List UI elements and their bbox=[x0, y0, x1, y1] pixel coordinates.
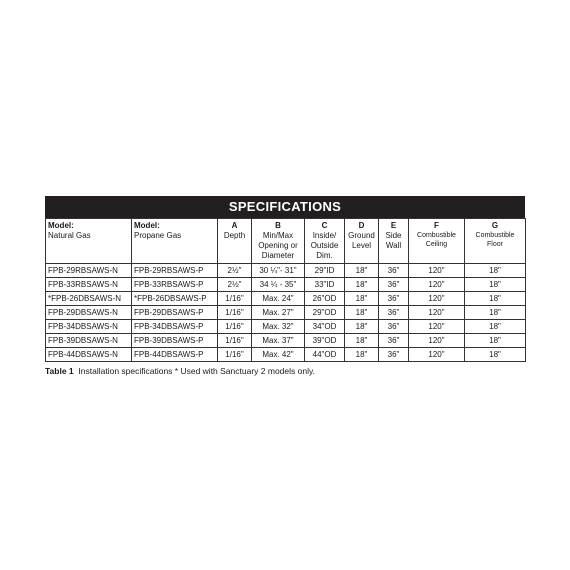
table-cell: 18" bbox=[345, 292, 379, 306]
table-cell: 120" bbox=[409, 292, 465, 306]
column-header bbox=[379, 219, 409, 264]
column-header bbox=[305, 219, 345, 264]
table-cell: 29"ID bbox=[305, 264, 345, 278]
table-cell: 1/16" bbox=[218, 292, 252, 306]
column-header bbox=[132, 219, 218, 264]
table-cell: 26"OD bbox=[305, 292, 345, 306]
column-header-sub: Ground bbox=[348, 231, 375, 240]
table-cell: FPB-33RBSAWS-N bbox=[46, 278, 132, 292]
column-header-sub: Dim. bbox=[316, 251, 333, 260]
column-header-sub: Ceiling bbox=[425, 241, 448, 248]
table-cell: FPB-29DBSAWS-P bbox=[132, 306, 218, 320]
specifications-title: SPECIFICATIONS bbox=[45, 196, 525, 218]
table-caption bbox=[45, 366, 525, 376]
table-cell: 36" bbox=[379, 334, 409, 348]
table-cell: 120" bbox=[409, 348, 465, 362]
caption-label: Table 1 bbox=[45, 366, 74, 376]
table-cell: FPB-29RBSAWS-N bbox=[46, 264, 132, 278]
table-cell: 34 ¼ - 35" bbox=[252, 278, 305, 292]
table-cell: 1/16" bbox=[218, 320, 252, 334]
column-header-sub: Side bbox=[385, 231, 402, 240]
table-cell: 44"OD bbox=[305, 348, 345, 362]
table-cell: 18" bbox=[345, 264, 379, 278]
table-row bbox=[46, 320, 526, 334]
column-header-sub: Min/Max bbox=[262, 231, 294, 240]
table-cell: 18" bbox=[465, 348, 526, 362]
table-row bbox=[46, 306, 526, 320]
specifications-table bbox=[45, 218, 526, 362]
table-cell: Max. 37" bbox=[252, 334, 305, 348]
table-cell: 36" bbox=[379, 292, 409, 306]
table-cell: 33"ID bbox=[305, 278, 345, 292]
table-cell: 36" bbox=[379, 278, 409, 292]
column-header-label: F bbox=[434, 221, 439, 230]
column-header-sub: Opening or bbox=[258, 241, 298, 250]
table-cell: 1/16" bbox=[218, 334, 252, 348]
table-cell: 18" bbox=[465, 292, 526, 306]
column-header-sub: Natural Gas bbox=[48, 231, 91, 240]
column-header bbox=[46, 219, 132, 264]
column-header-label: Model: bbox=[48, 221, 74, 230]
table-cell: FPB-29RBSAWS-P bbox=[132, 264, 218, 278]
column-header-label: B bbox=[275, 221, 281, 230]
table-cell: 18" bbox=[345, 278, 379, 292]
table-cell: Max. 42" bbox=[252, 348, 305, 362]
table-cell: 1/16" bbox=[218, 348, 252, 362]
table-cell: 2½" bbox=[218, 278, 252, 292]
table-cell: 18" bbox=[465, 306, 526, 320]
column-header-sub: Propane Gas bbox=[134, 231, 182, 240]
table-cell: 18" bbox=[345, 320, 379, 334]
table-cell: 18" bbox=[345, 334, 379, 348]
caption-text: Installation specifications * Used with Sanctuary 2 models only. bbox=[78, 366, 315, 376]
column-header-sub: Combustible bbox=[417, 232, 456, 239]
column-header-sub: Depth bbox=[223, 231, 246, 240]
table-cell: *FPB-26DBSAWS-N bbox=[46, 292, 132, 306]
column-header-sub: Combustible bbox=[475, 232, 515, 239]
table-header-row bbox=[46, 219, 526, 264]
column-header-sub: Outside bbox=[310, 241, 339, 250]
column-header bbox=[345, 219, 379, 264]
column-header-sub: Wall bbox=[385, 241, 402, 250]
table-cell: 120" bbox=[409, 320, 465, 334]
column-header-label: A bbox=[231, 221, 238, 230]
table-row bbox=[46, 278, 526, 292]
table-row bbox=[46, 264, 526, 278]
table-cell: FPB-34DBSAWS-P bbox=[132, 320, 218, 334]
table-cell: 29"OD bbox=[305, 306, 345, 320]
table-cell: 120" bbox=[409, 264, 465, 278]
table-cell: FPB-33RBSAWS-P bbox=[132, 278, 218, 292]
specifications-figure bbox=[45, 196, 525, 376]
column-header-label: E bbox=[390, 221, 397, 230]
table-cell: 120" bbox=[409, 278, 465, 292]
table-body bbox=[46, 264, 526, 362]
table-cell: FPB-44DBSAWS-N bbox=[46, 348, 132, 362]
table-cell: FPB-39DBSAWS-N bbox=[46, 334, 132, 348]
table-cell: 36" bbox=[379, 264, 409, 278]
table-cell: 34"OD bbox=[305, 320, 345, 334]
table-cell: 30 ¼"- 31" bbox=[252, 264, 305, 278]
table-cell: 36" bbox=[379, 306, 409, 320]
table-cell: 18" bbox=[465, 278, 526, 292]
table-cell: FPB-29DBSAWS-N bbox=[46, 306, 132, 320]
table-row bbox=[46, 334, 526, 348]
table-cell: FPB-44DBSAWS-P bbox=[132, 348, 218, 362]
column-header bbox=[465, 219, 526, 264]
table-cell: 18" bbox=[465, 320, 526, 334]
table-cell: 36" bbox=[379, 348, 409, 362]
table-cell: 39"OD bbox=[305, 334, 345, 348]
table-row bbox=[46, 348, 526, 362]
table-cell: FPB-39DBSAWS-P bbox=[132, 334, 218, 348]
table-cell: *FPB-26DBSAWS-P bbox=[132, 292, 218, 306]
column-header-sub: Floor bbox=[487, 241, 503, 248]
table-cell: 120" bbox=[409, 334, 465, 348]
table-cell: 18" bbox=[465, 334, 526, 348]
table-cell: Max. 27" bbox=[252, 306, 305, 320]
column-header-label: G bbox=[491, 221, 499, 230]
table-cell: 120" bbox=[409, 306, 465, 320]
table-cell: FPB-34DBSAWS-N bbox=[46, 320, 132, 334]
table-row bbox=[46, 292, 526, 306]
column-header bbox=[409, 219, 465, 264]
table-cell: 18" bbox=[345, 348, 379, 362]
column-header bbox=[252, 219, 305, 264]
column-header-label: C bbox=[321, 221, 328, 230]
column-header-sub: Level bbox=[351, 241, 372, 250]
table-cell: 1/16" bbox=[218, 306, 252, 320]
column-header-label: D bbox=[358, 221, 365, 230]
column-header-label: Model: bbox=[134, 221, 160, 230]
column-header-sub: Inside/ bbox=[312, 231, 337, 240]
column-header-sub: Diameter bbox=[261, 251, 295, 260]
table-cell: 18" bbox=[345, 306, 379, 320]
table-cell: 36" bbox=[379, 320, 409, 334]
table-cell: Max. 24" bbox=[252, 292, 305, 306]
column-header bbox=[218, 219, 252, 264]
table-cell: 2½" bbox=[218, 264, 252, 278]
table-cell: 18" bbox=[465, 264, 526, 278]
table-cell: Max. 32" bbox=[252, 320, 305, 334]
